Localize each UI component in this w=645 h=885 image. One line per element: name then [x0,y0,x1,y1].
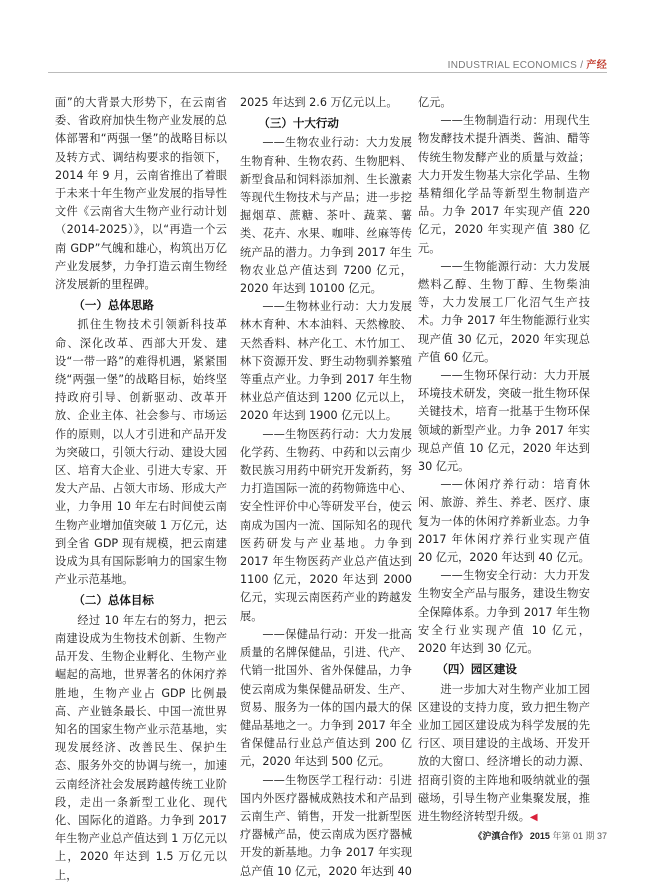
issue-number: 年第 01 期 [552,831,595,841]
paragraph: ——生物医学工程行动：引进国内外医疗器械成熟技术和产品到云南生产、销售，开发一批新型医疗器械产品，使云南成为医疗器械开发的新基地。力争 2017 年实现总产值 10 亿元，2020 年达到 40 [240,773,412,878]
page-number: 37 [596,831,607,841]
column-3 [418,94,590,827]
paragraph [418,681,590,828]
section-en: INDUSTRIAL ECONOMICS [447,60,578,71]
paragraph: 抓住生物技术引领新科技革命、深化改革、西部大开发、建设“一带一路”的难得机遇，紧紧围绕“两强一堡”的战略目标，始终坚持政府引导、创新驱动、改革开放、企业主体、社会参与、市场运作的原则，以人才引进和产品开发为突破口，引领大行动、建设大园区、培育大企业、引进大专家、开发大产品、占领大市场、形成大产业，力争用 10 年左右时间使云南生物产业增加值突破 1 万亿元，达到全省 GDP 现有规模，把云南建设成为具有国际影响力的国家生物产业示范基地。 [55,318,227,587]
paragraph: ——生物安全行动：大力开发生物安全产品与服务，建设生物安全保障体系。力争到 2017 年生物安全行业实现产值 10 亿元，2020 年达到 30 亿元。 [418,569,590,656]
section-heading: （四）园区建设 [436,662,517,677]
header-rule [48,72,607,73]
end-mark-icon: ◀ [529,811,538,823]
paragraph: ——休闲疗养行动：培育休闲、旅游、养生、养老、医疗、康复为一体的休闲疗养新业态。力争 2017 年休闲疗养行业实现产值 20 亿元，2020 年达到 40 亿元。 [418,478,590,565]
paragraph: ——生物农业行动：大力发展生物育种、生物农药、生物肥料、新型食品和饲料添加剂、生长激素等现代生物技术与产品；进一步挖掘烟草、蔗糖、茶叶、蔬菜、薯类、花卉、水果、咖啡、丝麻等传统产品的潜力。力争到 2017 年生物农业总产值达到 7200 亿元，2020 年达到 10100 亿元。 [240,136,412,296]
paragraph: ——生物制造行动：用现代生物发酵技术提升酒类、酱油、醋等传统生物发酵产业的质量与效益；大力开发生物基大宗化学品、生物基精细化学品等新型生物制造产品。力争 2017 年实现产值 220 亿元，2020 年实现产值 380 亿元。 [418,114,590,255]
paragraph: ——保健品行动：开发一批高质量的名牌保健品，引进、代产、代销一批国外、省外保健品，力争使云南成为集保健品研发、生产、贸易、服务为一体的国内最大的保健品基地之一。力争到 2017 年全省保健品行业总产值达到 200 亿元，2020 年达到 500 亿元。 [240,627,412,769]
paragraph: 面”的大背景大形势下，在云南省委、省政府加快生物产业发展的总体部署和“两强一堡”的战略目标以及转方式、调结构要求的指领下，2014 年 9 月，云南省推出了着眼于未来十年生物产业发展的指导性文件《云南省大生物产业行动计划（2014-2025）》，以“再造一个云南 GDP”气魄和雄心，构筑出万亿产业发展梦，力争打造云南生物经济发展新的里程碑。 [55,96,227,292]
paragraph: 亿元。 [418,96,452,109]
paragraph: ——生物环保行动：大力开展环境技术研发，突破一批生物环保关键技术，培育一批基于生物环保领域的新型产业。力争 2017 年实现总产值 10 亿元，2020 年达到 30 亿元。 [418,369,590,474]
page-footer [473,829,607,842]
publication-year: 2015 [529,831,550,841]
running-header [448,56,607,71]
section-heading: （三）十大行动 [258,116,339,131]
paragraph-text: 进一步加大对生物产业加工园区建设的支持力度，致力把生物产业加工园区建设成为科学发展的先行区、项目建设的主战场、开发开放的大窗口、经济增长的动力源、招商引资的主阵地和吸纳就业的强磁场，引导生物产业集聚发展，推进生物经济转型升级。 [418,682,590,823]
section-cn: 产经 [586,60,607,71]
paragraph: ——生物医药行动：大力发展化学药、生物药、中药和以云南少数民族习用药中研究开发新药，努力打造国际一流的药物筛选中心、安全性评价中心等研发平台，使云南成为国内一流、国际知名的现代医药研发与产业基地。力争到 2017 年生物医药产业总产值达到 1100 亿元，2020 年达到 2000 亿元，实现云南医药产业的跨越发展。 [240,427,412,623]
paragraph: 经过 10 年左右的努力，把云南建设成为生物技术创新、生物产品开发、生物企业孵化、生物产业崛起的高地，世界著名的休闲疗养胜地，生物产业占 GDP 比例最高、产业链条最长、中国一流世界知名的国家生物产业示范基地，实现发展经济、改善民生、保护生态、服务外交的协调与统一，加速云南经济社会发展跨越传统工业阶段，走出一条新型工业化、现代化、国际化的道路。力争到 2017 年生物产业总产值达到 1 万亿元以上，2020 年达到 1.5 万亿元以上， [55,613,227,882]
column-1 [55,94,227,885]
paragraph: 2025 年达到 2.6 万亿元以上。 [240,96,398,109]
section-heading: （一）总体思路 [73,298,154,313]
column-2 [240,94,412,881]
separator: / [577,60,587,71]
paragraph: ——生物能源行动：大力发展燃料乙醇、生物丁醇、生物柴油等，大力发展工厂化沼气生产技术。力争 2017 年生物能源行业实现产值 30 亿元，2020 年实现总产值 60 亿元。 [418,259,590,364]
publication-name: 《沪滇合作》 [473,831,528,841]
section-heading: （二）总体目标 [73,593,154,608]
paragraph: ——生物林业行动：大力发展林木育种、木本油料、天然橡胶、天然香料、林产化工、木竹加工、林下资源开发、野生动物驯养繁殖等重点产业。力争到 2017 年生物林业总产值达到 1200 亿元以上，2020 年达到 1900 亿元以上。 [240,300,412,423]
